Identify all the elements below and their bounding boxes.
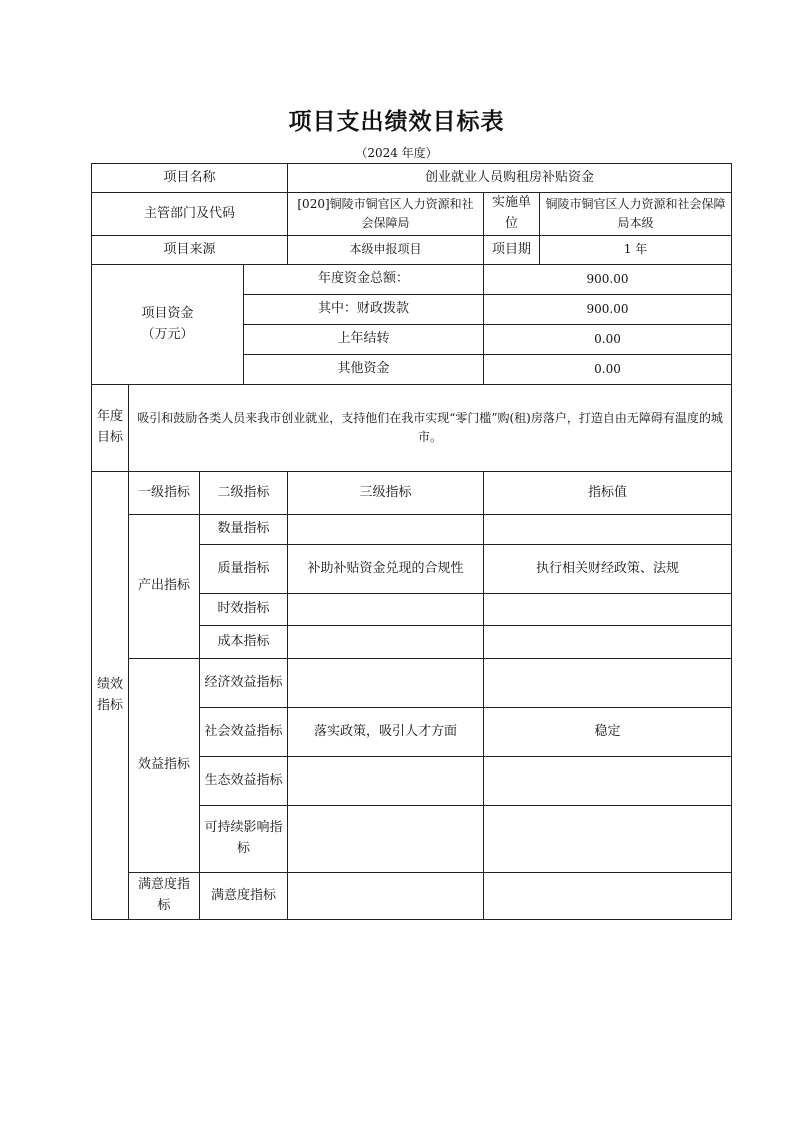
- funds-other-value: 0.00: [484, 355, 732, 385]
- satisfaction-level3: [288, 873, 484, 920]
- benefit-label: 效益指标: [129, 659, 200, 873]
- row-annual-goal: [92, 385, 732, 472]
- row-funds-total: [92, 265, 732, 295]
- period-label: 项目期: [484, 236, 540, 265]
- row-source: [92, 236, 732, 265]
- funds-label-cell: [92, 265, 244, 385]
- output-quality-value: 执行相关财经政策、法规: [484, 545, 732, 594]
- benefit-social-level3: 落实政策，吸引人才方面: [288, 708, 484, 757]
- funds-other-label: 其他资金: [244, 355, 484, 385]
- output-timeliness-level3: [288, 594, 484, 626]
- header-level2: 二级指标: [200, 472, 288, 515]
- satisfaction-value: [484, 873, 732, 920]
- output-quantity-level3: [288, 515, 484, 545]
- output-timeliness-value: [484, 594, 732, 626]
- output-quality-level3: 补助补贴资金兑现的合规性: [288, 545, 484, 594]
- satisfaction-label: 满意度指标: [129, 873, 200, 920]
- row-indicator-headers: [92, 472, 732, 515]
- dept-value: [020]铜陵市铜官区人力资源和社会保障局: [288, 193, 484, 236]
- goal-label: 年度目标: [92, 385, 129, 472]
- output-label: 产出指标: [129, 515, 200, 659]
- header-level3: 三级指标: [288, 472, 484, 515]
- project-name-value: 创业就业人员购租房补贴资金: [288, 164, 732, 193]
- header-value: 指标值: [484, 472, 732, 515]
- goal-text: 吸引和鼓励各类人员来我市创业就业，支持他们在我市实现“零门槛”购(租)房落户，打造自由无障碍有温度的城市。: [129, 385, 732, 472]
- benefit-economic-level3: [288, 659, 484, 708]
- dept-label: 主管部门及代码: [92, 193, 288, 236]
- benefit-social-value: 稳定: [484, 708, 732, 757]
- funds-total-label: 年度资金总额：: [244, 265, 484, 295]
- output-cost-value: [484, 626, 732, 659]
- output-timeliness-name: 时效指标: [200, 594, 288, 626]
- output-cost-name: 成本指标: [200, 626, 288, 659]
- performance-target-table: [91, 163, 732, 920]
- funds-label: 项目资金: [141, 305, 194, 321]
- row-benefit-economic: [92, 659, 732, 708]
- benefit-sustainable-value: [484, 806, 732, 873]
- output-quantity-name: 数量指标: [200, 515, 288, 545]
- page-title: 项目支出绩效目标表: [288, 109, 505, 135]
- source-value: 本级申报项目: [288, 236, 484, 265]
- benefit-economic-value: [484, 659, 732, 708]
- output-quantity-value: [484, 515, 732, 545]
- row-satisfaction: [92, 873, 732, 920]
- funds-carryover-label: 上年结转: [244, 325, 484, 355]
- funds-fiscal-value: 900.00: [484, 295, 732, 325]
- impl-label: 实施单位: [484, 193, 540, 236]
- funds-fiscal-label: 其中：财政拨款: [244, 295, 484, 325]
- fiscal-year: （2024 年度）: [355, 146, 438, 160]
- benefit-ecological-value: [484, 757, 732, 806]
- funds-total-value: 900.00: [484, 265, 732, 295]
- funds-unit: （万元）: [141, 326, 194, 342]
- project-name-label: 项目名称: [92, 164, 288, 193]
- benefit-sustainable-level3: [288, 806, 484, 873]
- header-level1: 一级指标: [129, 472, 200, 515]
- impl-value: 铜陵市铜官区人力资源和社会保障局本级: [540, 193, 732, 236]
- row-output-quantity: [92, 515, 732, 545]
- row-department: [92, 193, 732, 236]
- benefit-sustainable-name: 可持续影响指标: [200, 806, 288, 873]
- row-project-name: [92, 164, 732, 193]
- output-cost-level3: [288, 626, 484, 659]
- source-label: 项目来源: [92, 236, 288, 265]
- period-value: 1 年: [540, 236, 732, 265]
- funds-carryover-value: 0.00: [484, 325, 732, 355]
- perf-label: 绩效指标: [92, 472, 129, 920]
- benefit-ecological-name: 生态效益指标: [200, 757, 288, 806]
- benefit-social-name: 社会效益指标: [200, 708, 288, 757]
- benefit-economic-name: 经济效益指标: [200, 659, 288, 708]
- benefit-ecological-level3: [288, 757, 484, 806]
- output-quality-name: 质量指标: [200, 545, 288, 594]
- satisfaction-name: 满意度指标: [200, 873, 288, 920]
